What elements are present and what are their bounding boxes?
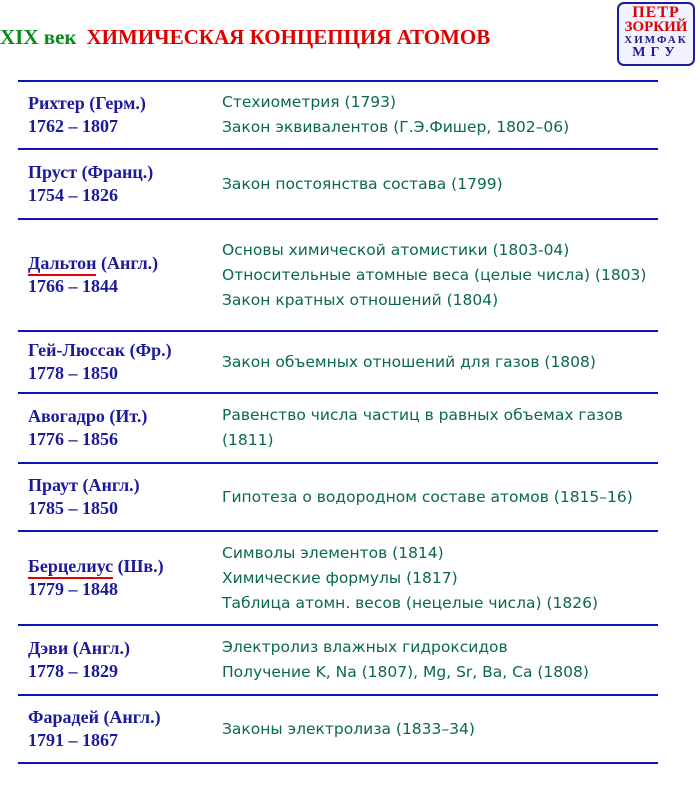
logo: [617, 2, 695, 66]
scientist-cell: [18, 405, 220, 451]
achievement: Химические формулы (1817): [222, 568, 458, 587]
scientist-years: 1754 – 1826: [28, 185, 118, 205]
achievement: Закон объемных отношений для газов (1808): [222, 352, 596, 371]
scientist-name: Дэви: [28, 638, 69, 658]
scientist-country: (Англ.): [98, 707, 161, 727]
table-row: [18, 392, 658, 462]
topic-title: ХИМИЧЕСКАЯ КОНЦЕПЦИЯ АТОМОВ: [86, 25, 491, 49]
achievement: Законы электролиза (1833–34): [222, 719, 475, 738]
scientists-table: [18, 80, 658, 764]
logo-line-1: ПЕТР: [632, 4, 680, 21]
scientist-years: 1779 – 1848: [28, 579, 118, 599]
scientist-name: Праут: [28, 475, 78, 495]
scientist-cell: [18, 339, 220, 385]
achievement: Получение K, Na (1807), Mg, Sr, Ba, Ca (1808): [222, 663, 589, 681]
scientist-years: 1791 – 1867: [28, 730, 118, 750]
scientist-name: Пруст: [28, 162, 78, 182]
achievement: Электролиз влажных гидроксидов: [222, 638, 508, 656]
achievement: Относительные атомные веса (целые числа) (1803): [222, 265, 647, 284]
scientist-cell: [18, 252, 220, 298]
achievements-cell: [220, 635, 658, 685]
achievement: Стехиометрия (1793): [222, 93, 397, 111]
scientist-country: (Фр.): [125, 340, 172, 360]
achievement: Равенство числа частиц в равных объемах газов (1811): [222, 406, 623, 449]
scientist-years: 1778 – 1850: [28, 363, 118, 383]
achievements-cell: [220, 350, 658, 375]
scientist-cell: [18, 161, 220, 207]
century-label: XIX век: [0, 25, 77, 49]
scientist-years: 1778 – 1829: [28, 661, 118, 681]
scientist-country: (Англ.): [77, 475, 140, 495]
logo-line-2: ЗОРКИЙ: [624, 19, 688, 35]
scientist-cell: [18, 637, 220, 683]
table-row: [18, 462, 658, 530]
achievement: Основы химической атомистики (1803-04): [222, 240, 570, 259]
table-row: [18, 330, 658, 392]
table-row: [18, 530, 658, 624]
scientist-cell: [18, 474, 220, 520]
page-title: [0, 20, 490, 54]
scientist-name: Дальтон: [28, 253, 96, 276]
achievement: Таблица атомн. весов (нецелые числа) (1826): [222, 593, 598, 612]
achievements-cell: [220, 172, 658, 197]
table-row: [18, 624, 658, 694]
scientist-country: (Герм.): [84, 93, 146, 113]
achievements-cell: [220, 485, 658, 510]
achievements-cell: [220, 238, 658, 313]
logo-line-4: МГУ: [632, 45, 680, 60]
logo-line-3: ХИМФАК: [624, 34, 688, 46]
achievements-cell: [220, 717, 658, 742]
scientist-name: Берцелиус: [28, 556, 113, 579]
scientist-name: Авогадро: [28, 406, 105, 426]
scientist-name: Фарадей: [28, 707, 99, 727]
achievements-cell: [220, 403, 658, 453]
scientist-country: (Шв.): [113, 556, 164, 576]
achievements-cell: [220, 541, 658, 616]
scientist-years: 1766 – 1844: [28, 276, 118, 296]
scientist-name: Рихтер: [28, 93, 85, 113]
table-row: [18, 148, 658, 218]
achievements-cell: [220, 90, 658, 140]
scientist-country: (Англ.): [68, 638, 130, 658]
scientist-years: 1785 – 1850: [28, 498, 118, 518]
table-row: [18, 80, 658, 148]
scientist-country: (Франц.): [77, 162, 154, 182]
achievement: Закон эквивалентов (Г.Э.Фишер, 1802–06): [222, 118, 570, 136]
scientist-years: 1762 – 1807: [28, 116, 118, 136]
achievement: Гипотеза о водородном составе атомов (1815–16): [222, 487, 633, 506]
scientist-years: 1776 – 1856: [28, 429, 118, 449]
table-row: [18, 694, 658, 764]
achievement: Закон постоянства состава (1799): [222, 174, 503, 193]
achievement: Закон кратных отношений (1804): [222, 290, 499, 309]
achievement: Символы элементов (1814): [222, 543, 444, 562]
scientist-cell: [18, 555, 220, 601]
scientist-country: (Англ.): [96, 253, 159, 273]
table-row: [18, 218, 658, 330]
scientist-cell: [18, 706, 220, 752]
scientist-country: (Ит.): [104, 406, 148, 426]
scientist-name: Гей-Люссак: [28, 340, 126, 360]
scientist-cell: [18, 92, 220, 138]
